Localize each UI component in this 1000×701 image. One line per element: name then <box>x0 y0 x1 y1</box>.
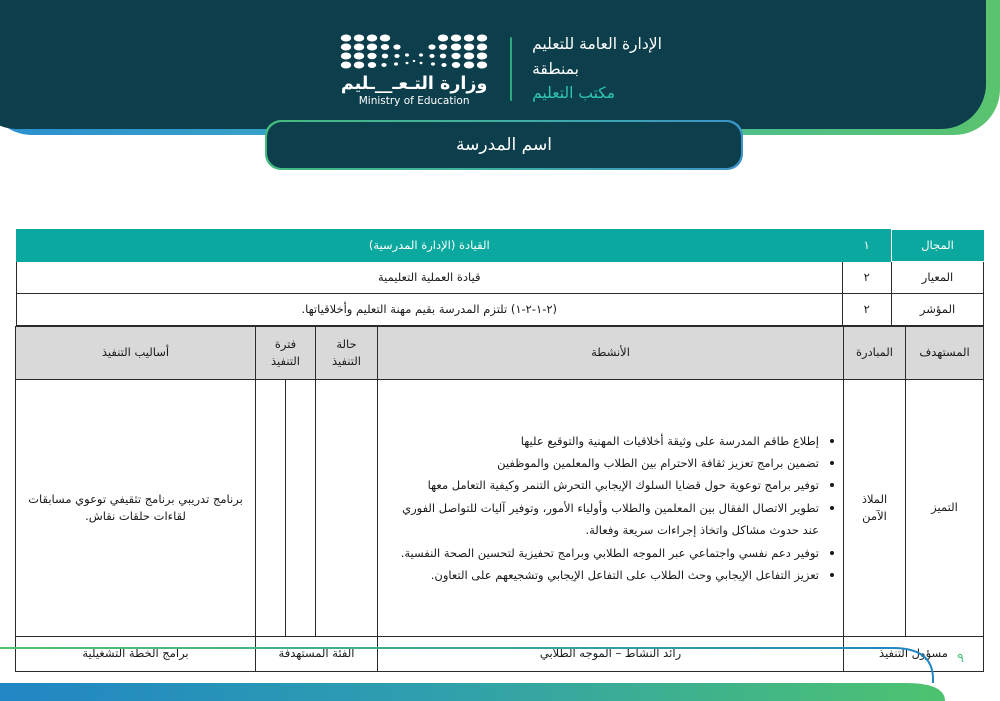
domain-label: المجال <box>892 230 984 262</box>
ministry-name-english: Ministry of Education <box>358 95 470 107</box>
cell-target: التميز <box>906 380 984 637</box>
cell-initiative-line2: الآمن <box>862 509 887 523</box>
cell-initiative-line1: الملاذ <box>861 491 888 506</box>
activity-item: إطلاع طاقم المدرسة على وثيقة أخلاقيات المهنية والتوقيع عليها <box>384 430 821 452</box>
footer-decorative-curve <box>0 639 1000 701</box>
domain-value: القيادة (الإدارة المدرسية) <box>17 230 843 262</box>
target-group-cell: الفئة المستهدفة <box>256 637 378 672</box>
cell-status[interactable] <box>316 380 378 637</box>
table-row-domain <box>17 230 984 262</box>
school-name-label: اسم المدرسة <box>456 135 552 155</box>
ministry-logo-block <box>338 32 490 107</box>
logo-divider <box>510 37 512 101</box>
responsible-value: رائد النشاط – الموجه الطلابي <box>378 637 844 672</box>
indicator-number: ٢ <box>842 294 892 326</box>
col-header-status-line1: حالة <box>336 336 357 351</box>
admin-line-2: بمنطقة <box>532 59 579 78</box>
activities-list <box>384 430 837 587</box>
domain-number: ١ <box>842 230 892 262</box>
cell-period-a[interactable] <box>286 380 316 637</box>
col-header-status-line2: التنفيذ <box>332 354 361 368</box>
standard-value: قيادة العملية التعليمية <box>17 262 843 294</box>
activity-item: توفير دعم نفسي واجتماعي عبر الموجه الطلابي وبرامج تحفيزية لتحسين الصحة النفسية. <box>384 542 821 564</box>
col-header-status <box>316 327 378 380</box>
activity-item: تعزيز التفاعل الإيجابي وحث الطلاب على التفاعل الإيجابي وتشجيعهم على التعاون. <box>384 564 821 586</box>
table-row-indicator <box>17 294 984 326</box>
school-name-plate <box>265 120 743 170</box>
programs-cell: برامج الخطة التشغيلية <box>16 637 256 672</box>
table-column-header-row <box>16 327 984 380</box>
indicator-value: (٢-١-٢-١) تلتزم المدرسة بقيم مهنة التعليم وأخلاقياتها. <box>17 294 843 326</box>
ministry-name-arabic: وزارة التـعـ__ـليم <box>340 73 488 94</box>
table-body-row <box>16 380 984 637</box>
activity-item: تطوير الاتصال الفقال بين المعلمين والطلاب وأولياء الأمور، وتوفير آليات للتواصل الفوري عند حدوث مشاكل واتخاذ إجراءات سريعة وفعالة. <box>384 497 821 542</box>
standard-label: المعيار <box>892 262 984 294</box>
col-header-period: فترة التنفيذ <box>256 327 316 380</box>
table-row-standard <box>17 262 984 294</box>
col-header-target: المستهدف <box>906 327 984 380</box>
col-header-initiative: المبادرة <box>844 327 906 380</box>
admin-line-1: الإدارة العامة للتعليم <box>532 35 662 54</box>
activity-item: توفير برامج توعوية حول قضايا السلوك الإيجابي التحرش التنمر وكيفية التعامل معها <box>384 474 821 496</box>
cell-period-b[interactable] <box>256 380 286 637</box>
col-header-methods: أساليب التنفيذ <box>16 327 256 380</box>
page-number: ٩ <box>957 651 964 666</box>
operational-plan-table <box>16 229 984 326</box>
responsible-label: مسؤول التنفيذ <box>844 637 984 672</box>
cell-activities <box>378 380 844 637</box>
cell-methods: برنامج تدريبي برنامج تثقيفي توعوي مسابقات لقاءات حلقات نقاش. <box>16 380 256 637</box>
plan-table-container <box>16 229 984 672</box>
standard-number: ٢ <box>842 262 892 294</box>
operational-plan-detail-table <box>15 326 984 672</box>
page-header <box>0 0 1000 175</box>
cell-initiative <box>844 380 906 637</box>
admin-line-3: مكتب التعليم <box>532 84 616 103</box>
activity-item: تضمين برامج تعزيز ثقافة الاحترام بين الطلاب والمعلمين والموظفين <box>384 452 821 474</box>
indicator-label: المؤشر <box>892 294 984 326</box>
page-footer <box>0 639 1000 701</box>
moe-dot-matrix-logo-icon <box>338 32 490 70</box>
education-administration-block <box>532 33 662 104</box>
header-logo-zone <box>0 26 1000 112</box>
col-header-activities: الأنشطة <box>378 327 844 380</box>
